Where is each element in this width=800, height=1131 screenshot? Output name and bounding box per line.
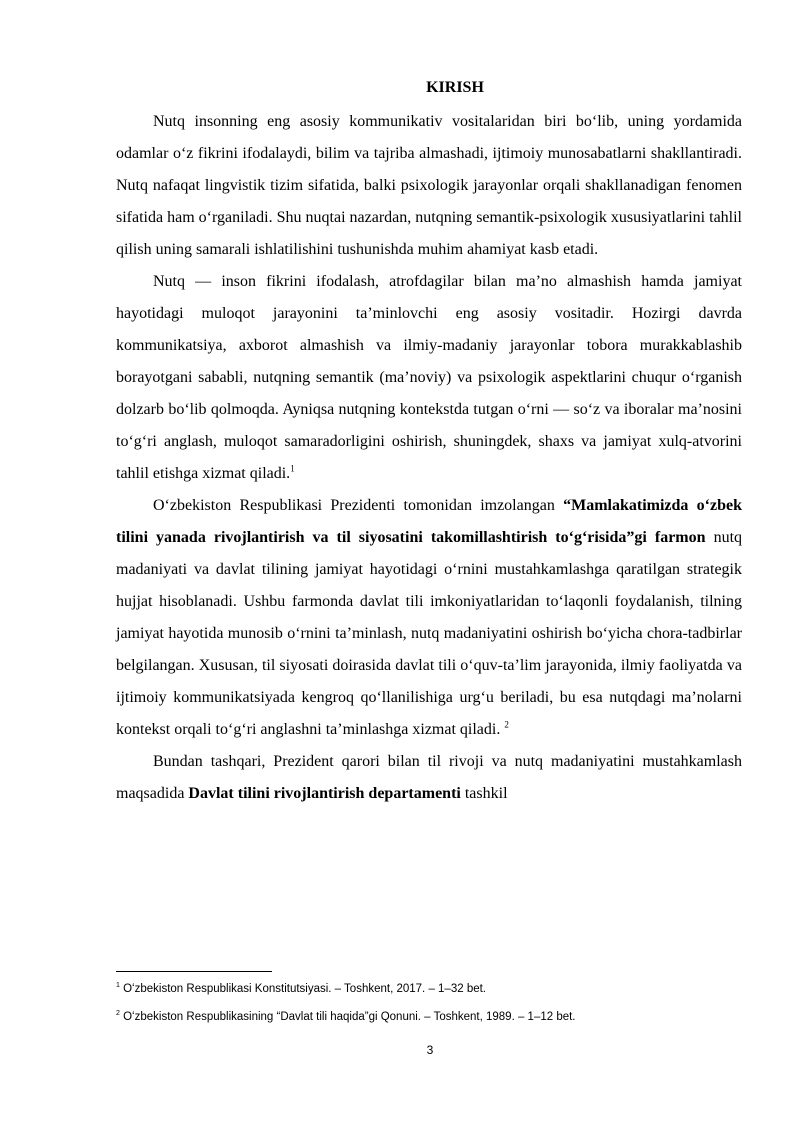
paragraph-4-lead: Bundan tashqari, Prezident qarori bilan til rivoji va nutq madaniyatini mustahkamlash maqsadida bbox=[116, 753, 742, 802]
footnote-text: Oʻzbekiston Respublikasining “Davlat tili haqida”gi Qonuni. – Toshkent, 1989. – 1–12 bet. bbox=[123, 1011, 576, 1023]
footnote-number: 1 bbox=[116, 982, 120, 990]
paragraph-3-rest: nutq madaniyati va davlat tilining jamiyat hayotidagi oʻrnini mustahkamlashga qaratilgan strategik hujjat hisoblanadi. Ushbu farmonda davlat tili imkoniyatlaridan toʻlaqonli foydalanish, tilning jamiyat hayotida munosib oʻrnini taʼminlash, nutq madaniyatini oshirish boʻyicha chora-tadbirlar belgilangan. Xususan, til siyosati doirasida davlat tili oʻquv-taʼlim jarayonida, ilmiy faoliyatda va ijtimoiy kommunikatsiyada kengroq qoʻllanilishiga urgʻu beriladi, bu esa nutqdagi maʼnolarni kontekst orqali toʻgʻri anglashni taʼminlashga xizmat qiladi. bbox=[116, 529, 743, 738]
paragraph-3-lead: Oʻzbekiston Respublikasi Prezidenti tomonidan imzolangan bbox=[153, 497, 555, 514]
footnote-2 bbox=[116, 1009, 742, 1025]
paragraph-2-text: Nutq — inson fikrini ifodalash, atrofdagilar bilan maʼno almashish hamda jamiyat hayotidagi muloqot jarayonini taʼminlovchi eng asosiy vositadir. Hozirgi davrda kommunikatsiya, axborot almashish va ilmiy-madaniy jarayonlar tobora murakkablashib borayotgani sababli, nutqning semantik (maʼnoviy) va psixologik aspektlarini chuqur oʻrganish dolzarb boʻlib qolmoqda. Ayniqsa nutqning kontekstda tutgan oʻrni — soʻz va iboralar maʼnosini toʻgʻri anglash, muloqot samaradorligini oshirish, shuningdek, shaxs va jamiyat xulq-atvorini tahlil etishga xizmat qiladi. bbox=[116, 273, 742, 482]
paragraph-1 bbox=[116, 106, 742, 266]
paragraph-3-bold: “Mamlakatimizda oʻzbek tilini yanada rivojlantirish va til siyosatini takomillashtirish toʻgʻrisida”gi farmon bbox=[116, 497, 743, 546]
paragraph-3 bbox=[116, 490, 742, 746]
page-number: 3 bbox=[426, 1043, 434, 1057]
footnote-number: 2 bbox=[116, 1010, 120, 1018]
footnote-ref-1[interactable]: 1 bbox=[290, 463, 295, 474]
footnote-ref-2[interactable]: 2 bbox=[504, 719, 509, 730]
footnote-1 bbox=[116, 981, 742, 997]
paragraph-4-rest: tashkil bbox=[464, 785, 508, 802]
paragraph-4 bbox=[116, 746, 742, 810]
page-title: KIRISH bbox=[426, 79, 484, 96]
footnote-text: Oʻzbekiston Respublikasi Konstitutsiyasi. – Toshkent, 2017. – 1–32 bet. bbox=[123, 983, 486, 995]
paragraph-2 bbox=[116, 266, 742, 490]
body-text bbox=[116, 106, 742, 810]
footnote-divider bbox=[116, 971, 272, 972]
footnotes bbox=[116, 981, 742, 1037]
paragraph-4-bold: Davlat tilini rivojlantirish departamenti bbox=[188, 785, 461, 802]
paragraph-1-text: Nutq insonning eng asosiy kommunikativ vositalaridan biri boʻlib, uning yordamida odamlar oʻz fikrini ifodalaydi, bilim va tajriba almashadi, ijtimoiy munosabatlarni shakllantiradi. Nutq nafaqat lingvistik tizim sifatida, balki psixologik jarayonlar orqali shakllanadigan fenomen sifatida ham oʻrganiladi. Shu nuqtai nazardan, nutqning semantik-psixologik xususiyatlarini tahlil qilish uning samarali ishlatilishini tushunishda muhim ahamiyat kasb etadi. bbox=[116, 113, 742, 258]
